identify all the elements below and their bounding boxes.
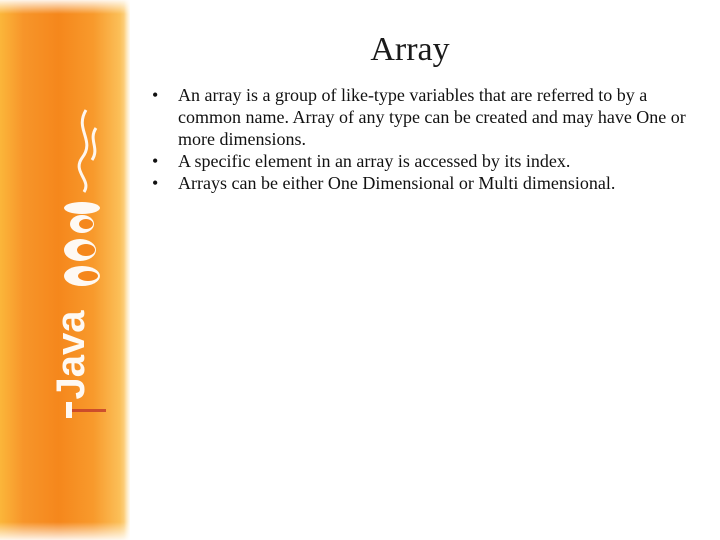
bullet-text: A specific element in an array is accessed by its index. [178,151,571,171]
steam-icon [79,110,96,192]
bullet-text: Arrays can be either One Dimensional or Multi dimensional. [178,173,616,193]
bullet-marker: • [152,85,159,105]
slide-title: Array [370,31,450,68]
bullet-marker: • [152,151,159,171]
sidebar-top-fade [0,0,130,14]
bullet-item [148,84,688,150]
sidebar-edge-highlight [124,0,130,540]
java-logo [49,100,112,420]
bullet-text: An array is a group of like-type variables that are referred to by a common name. Array of any type can be created and may have One or more dimensions. [178,85,686,149]
java-wordmark: Java [49,310,93,400]
bullet-marker: • [152,173,159,193]
bullet-list [148,84,688,194]
bullet-item [148,172,688,194]
sidebar-bottom-fade [0,522,130,540]
bullet-item [148,150,688,172]
java-sidebar-banner [0,0,130,540]
